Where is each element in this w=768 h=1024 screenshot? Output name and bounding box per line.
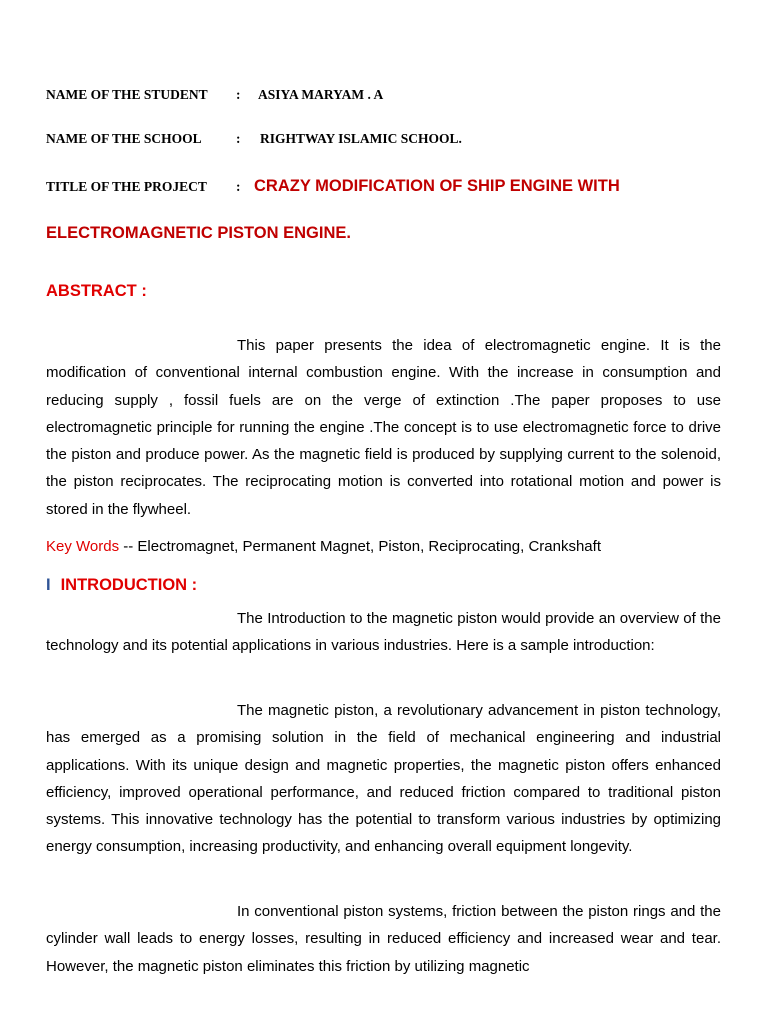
student-colon: : bbox=[236, 87, 241, 102]
student-name-row bbox=[46, 87, 383, 103]
school-colon: : bbox=[236, 131, 241, 146]
intro-paragraph-1: The Introduction to the magnetic piston would provide an overview of the technology and its potential applications in various industries. Here is a sample introduction: bbox=[46, 610, 721, 655]
project-colon: : bbox=[236, 179, 241, 194]
student-label: NAME OF THE STUDENT bbox=[46, 87, 208, 102]
abstract-paragraph: This paper presents the idea of electromagnetic engine. It is the modification of conventional internal combustion engine. With the increase in consumption and reducing supply , fossil fuels are on the verge of extinction .The paper proposes to use electromagnetic principle for running the engine .The concept is to use electromagnetic force to drive the piston and produce power. As the magnetic field is produced by supplying current to the solenoid, the piston reciprocates. The reciprocating motion is converted into rotational motion and power is stored in the flywheel. bbox=[46, 337, 721, 518]
introduction-heading: INTRODUCTION : bbox=[60, 576, 198, 594]
student-value: ASIYA MARYAM . A bbox=[258, 87, 384, 102]
school-label: NAME OF THE SCHOOL bbox=[46, 131, 202, 146]
project-title-line2: ELECTROMAGNETIC PISTON ENGINE. bbox=[46, 224, 351, 242]
intro-paragraph-3: In conventional piston systems, friction between the piston rings and the cylinder wall leads to energy losses, resulting in reduced efficiency and increased wear and tear. However, the magnetic piston eliminates this friction by utilizing magnetic bbox=[46, 903, 721, 975]
intro-paragraph-2: The magnetic piston, a revolutionary advancement in piston technology, has emerged as a promising solution in the field of mechanical engineering and industrial applications. With its unique design and magnetic properties, the magnetic piston offers enhanced efficiency, improved operational performance, and reduced friction compared to traditional piston systems. This innovative technology has the potential to transform various industries by optimizing energy consumption, increasing productivity, and enhancing overall equipment longevity. bbox=[46, 702, 721, 856]
project-title-line1: CRAZY MODIFICATION OF SHIP ENGINE WITH bbox=[254, 177, 620, 195]
abstract-heading: ABSTRACT : bbox=[46, 282, 147, 300]
school-value: RIGHTWAY ISLAMIC SCHOOL. bbox=[260, 131, 462, 146]
introduction-heading-row bbox=[46, 576, 197, 595]
keywords-text: -- Electromagnet, Permanent Magnet, Piston, Reciprocating, Crankshaft bbox=[119, 538, 601, 555]
project-label: TITLE OF THE PROJECT bbox=[46, 179, 207, 194]
school-name-row bbox=[46, 131, 462, 147]
keywords-label: Key Words bbox=[46, 538, 120, 555]
project-title-row bbox=[46, 177, 620, 196]
keywords-line bbox=[46, 538, 601, 555]
introduction-marker: I bbox=[46, 576, 51, 594]
